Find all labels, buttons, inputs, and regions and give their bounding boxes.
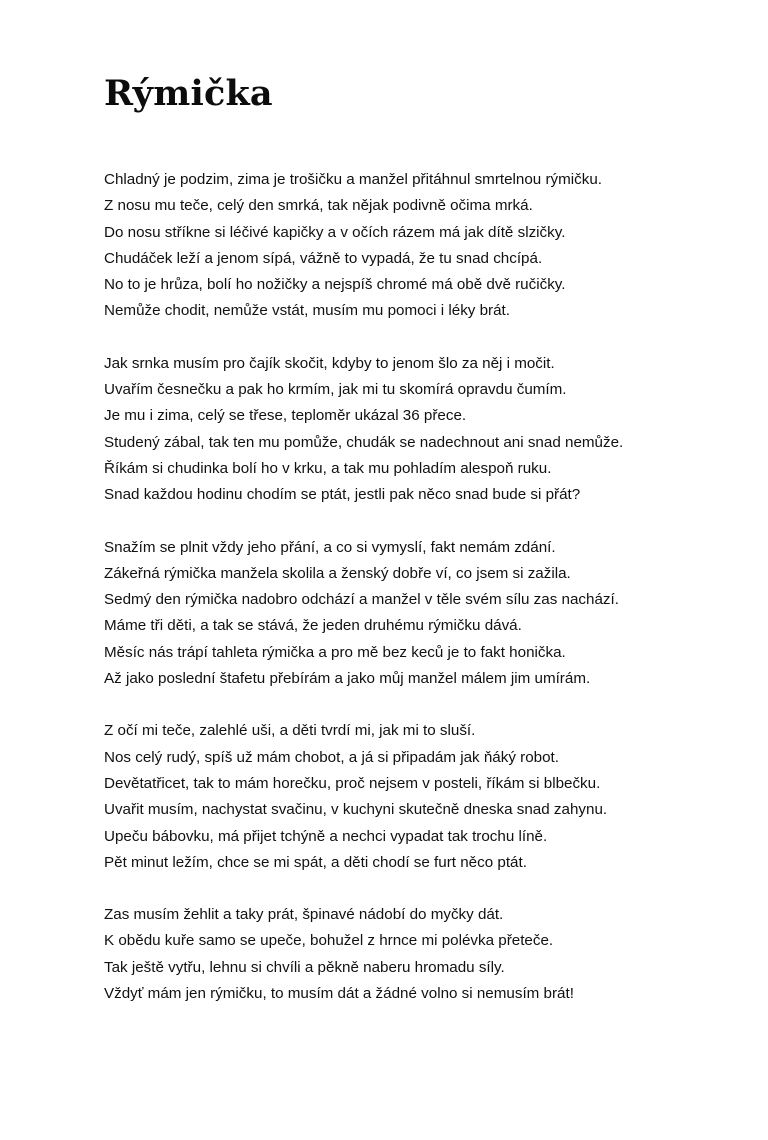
poem-title: Rýmička xyxy=(104,73,273,114)
poem-line: K obědu kuře samo se upeče, bohužel z hrnce mi polévka přeteče. xyxy=(104,932,554,950)
stanza-2 xyxy=(104,351,744,509)
stanza-3 xyxy=(104,535,744,693)
poem-line: Do nosu stříkne si léčivé kapičky a v očích rázem má jak dítě slzičky. xyxy=(104,223,566,241)
poem-line: Snad každou hodinu chodím se ptát, jestli pak něco snad bude si přát? xyxy=(104,486,581,504)
poem-line: Tak ještě vytřu, lehnu si chvíli a pěkně naberu hromadu síly. xyxy=(104,958,505,976)
poem-line: Devětatřicet, tak to mám horečku, proč nejsem v posteli, říkám si blbečku. xyxy=(104,774,601,792)
poem-line: Chladný je podzim, zima je trošičku a manžel přitáhnul smrtelnou rýmičku. xyxy=(104,171,603,188)
stanza-4 xyxy=(104,718,744,876)
poem-line: Upeču bábovku, má přijet tchýně a nechci vypadat tak trochu líně. xyxy=(104,827,548,845)
stanza-1 xyxy=(104,167,744,325)
poem-line: Nemůže chodit, nemůže vstát, musím mu pomoci i léky brát. xyxy=(104,302,510,320)
poem-line: Zas musím žehlit a taky prát, špinavé nádobí do myčky dát. xyxy=(104,906,504,924)
poem-line: Snažím se plnit vždy jeho přání, a co si vymyslí, fakt nemám zdání. xyxy=(104,538,556,556)
poem-body xyxy=(104,167,744,1033)
poem-line: Studený zábal, tak ten mu pomůže, chudák se nadechnout ani snad nemůže. xyxy=(104,433,624,451)
poem-line: Měsíc nás trápí tahleta rýmička a pro mě bez keců je to fakt honička. xyxy=(104,643,566,661)
poem-line: Říkám si chudinka bolí ho v krku, a tak mu pohladím alespoň ruku. xyxy=(104,459,552,477)
poem-line: Chudáček leží a jenom sípá, vážně to vypadá, že tu snad chcípá. xyxy=(104,249,543,267)
poem-line: Sedmý den rýmička nadobro odchází a manžel v těle svém sílu zas nachází. xyxy=(104,591,619,609)
stanza-5 xyxy=(104,902,744,1007)
poem-line: Je mu i zima, celý se třese, teploměr ukázal 36 přece. xyxy=(104,407,467,425)
poem-line: Vždyť mám jen rýmičku, to musím dát a žádné volno si nemusím brát! xyxy=(104,985,574,1003)
poem-line: Máme tři děti, a tak se stává, že jeden druhému rýmičku dává. xyxy=(104,617,522,635)
poem-line: Z nosu mu teče, celý den smrká, tak nějak podivně očima mrká. xyxy=(104,197,533,215)
poem-line: Pět minut ležím, chce se mi spát, a děti chodí se furt něco ptát. xyxy=(104,853,527,871)
poem-line: Zákeřná rýmička manžela skolila a ženský dobře ví, co jsem si zažila. xyxy=(104,564,571,582)
poem-line: Nos celý rudý, spíš už mám chobot, a já si připadám jak ňáký robot. xyxy=(104,748,559,766)
poem-line: Jak srnka musím pro čajík skočit, kdyby to jenom šlo za něj i močit. xyxy=(104,354,555,372)
poem-line: Až jako poslední štafetu přebírám a jako můj manžel málem jim umírám. xyxy=(104,670,591,688)
poem-line: Uvařím česnečku a pak ho krmím, jak mi tu skomírá opravdu čumím. xyxy=(104,381,567,399)
poem-line: Uvařit musím, nachystat svačinu, v kuchyni skutečně dneska snad zahynu. xyxy=(104,801,608,819)
poem-line: No to je hrůza, bolí ho nožičky a nejspíš chromé má obě dvě ručičky. xyxy=(104,276,566,294)
poem-line: Z očí mi teče, zalehlé uši, a děti tvrdí mi, jak mi to sluší. xyxy=(104,722,476,740)
